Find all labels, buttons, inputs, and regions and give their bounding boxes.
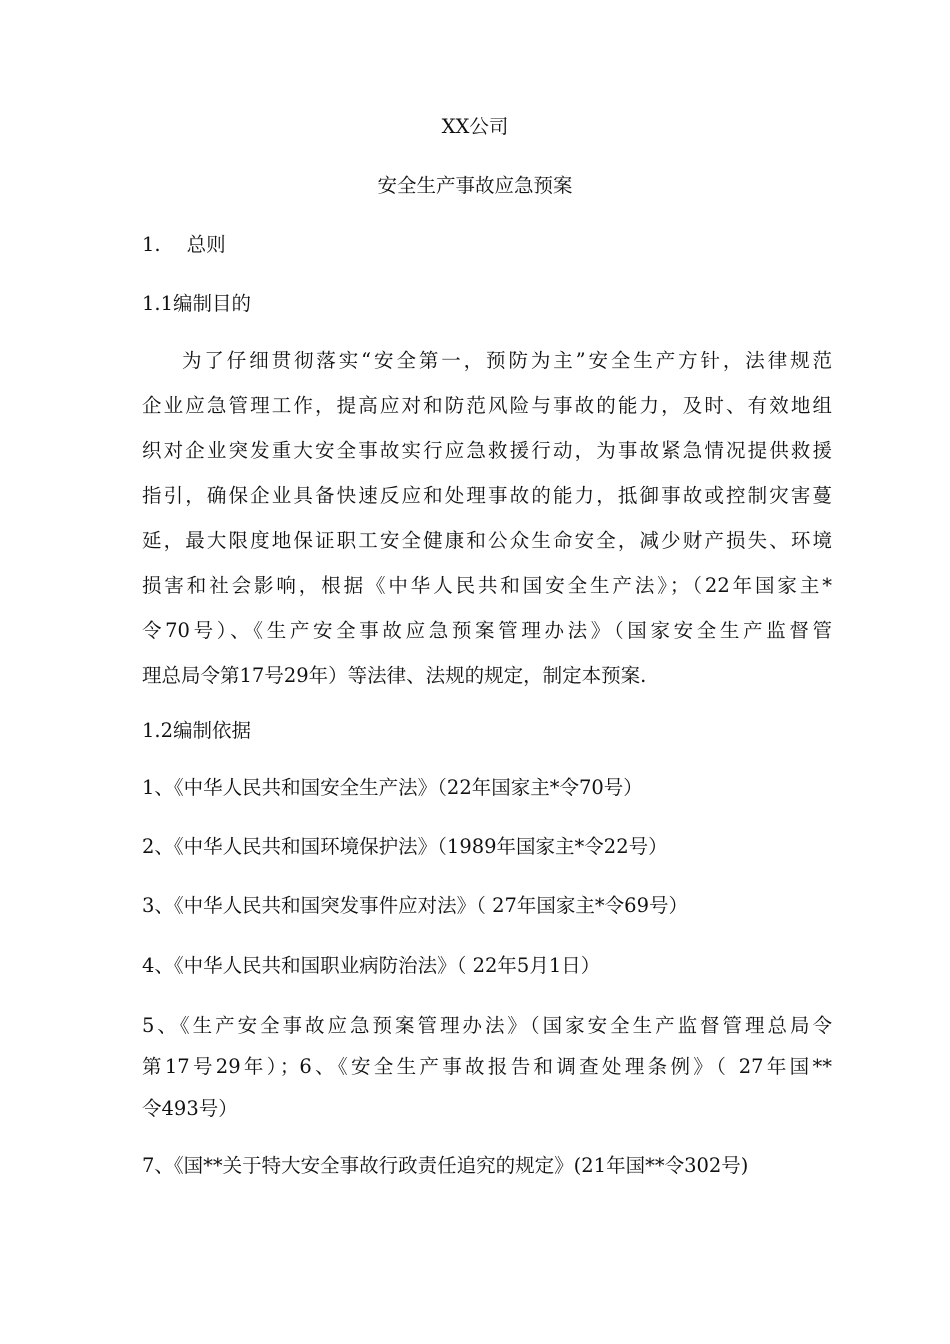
purpose-paragraph-line: 企业应急管理工作，提高应对和防范风险与事故的能力，及时、有效地组 xyxy=(142,394,832,417)
section-1-heading xyxy=(142,230,842,260)
section-1-2-heading: 1.2编制依据 xyxy=(142,719,252,742)
purpose-paragraph-line: 令70号）、《生产安全事故应急预案管理办法》（国家安全生产监督管 xyxy=(142,619,832,642)
basis-item-5-line: 5、《生产安全事故应急预案管理办法》（国家安全生产监督管理总局令 xyxy=(142,1014,832,1037)
purpose-paragraph-line: 理总局令第17号29年）等法律、法规的规定，制定本预案. xyxy=(142,664,647,687)
basis-item: 4、《中华人民共和国职业病防治法》（ 22年5月1日） xyxy=(142,954,601,977)
company-name: XX公司 xyxy=(441,115,509,138)
section-1-title: 总则 xyxy=(186,233,226,256)
basis-item: 1、《中华人民共和国安全生产法》（22年国家主*令70号） xyxy=(142,776,643,799)
document-title: 安全生产事故应急预案 xyxy=(377,174,573,197)
purpose-paragraph-line: 为了仔细贯彻落实“安全第一，预防为主”安全生产方针，法律规范 xyxy=(182,349,832,372)
basis-item-7: 7、《国**关于特大安全事故行政责任追究的规定》(21年国**令302号) xyxy=(142,1154,749,1177)
basis-item: 3、《中华人民共和国突发事件应对法》（ 27年国家主*令69号） xyxy=(142,894,688,917)
basis-item: 2、《中华人民共和国环境保护法》（1989年国家主*令22号） xyxy=(142,835,668,858)
basis-item-5-line: 第17号29年）；6、《安全生产事故报告和调查处理条例》（ 27年国** xyxy=(142,1055,832,1078)
section-1-number: 1. xyxy=(142,233,161,256)
section-1-1-heading: 1.1编制目的 xyxy=(142,292,252,315)
purpose-paragraph-line: 指引，确保企业具备快速反应和处理事故的能力，抵御事故或控制灾害蔓 xyxy=(142,484,832,507)
purpose-paragraph-line: 延，最大限度地保证职工安全健康和公众生命安全，减少财产损失、环境 xyxy=(142,529,832,552)
purpose-paragraph-line: 损害和社会影响，根据《中华人民共和国安全生产法》；（22年国家主* xyxy=(142,574,832,597)
basis-item-5-line: 令493号） xyxy=(142,1097,238,1120)
purpose-paragraph-line: 织对企业突发重大安全事故实行应急救援行动，为事故紧急情况提供救援 xyxy=(142,439,832,462)
